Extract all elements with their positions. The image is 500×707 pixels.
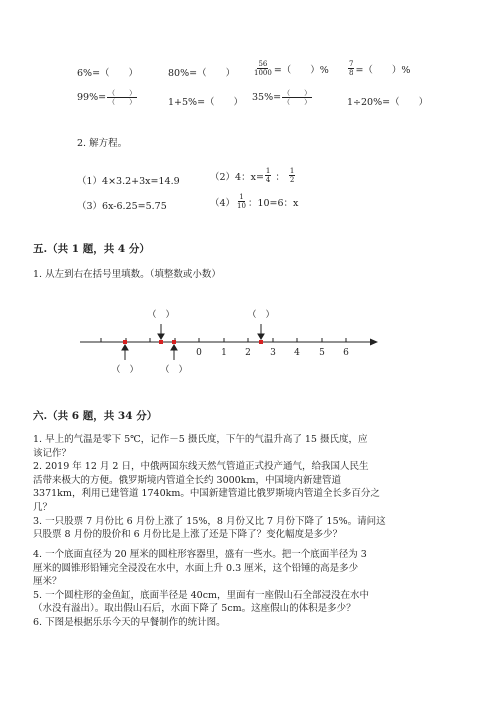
- fraction-56-1000: $\frac{56}{1000}$: [254, 60, 272, 77]
- section-6-questions-4-6: [33, 548, 425, 630]
- tick-label-0: 0: [196, 348, 202, 358]
- text-line: 2. 2019 年 12 月 2 日，中俄两国东线天然气管道正式投产通气，给我国人民生: [33, 461, 369, 473]
- item-1-plus-5-percent: 1+5%=（ ）: [168, 97, 244, 108]
- up-arrow-1-head: [122, 345, 128, 350]
- answer-paren-top-2: （ ）: [247, 310, 275, 320]
- equation-2: （2）4：x= $\frac{1}{4}$ ： $\frac{1}{2}$: [210, 167, 295, 184]
- text-line: 3371km，利用已建管道 1740km。中国新建管道比俄罗斯境内管道全长多百分之: [33, 488, 380, 500]
- fraction-1-10: $\frac{1}{10}$: [237, 193, 246, 210]
- section-6-title: 六.（共 6 题，共 34 分）: [33, 410, 158, 422]
- tick-label-6: 6: [343, 348, 349, 358]
- item-35-percent: 35%= $\frac{( )}{( )}$: [252, 89, 312, 106]
- number-line: [70, 300, 390, 380]
- equation-3: （3）6x-6.25=5.75: [77, 201, 167, 212]
- fraction-7-8: $\frac{7}{8}$: [349, 60, 354, 77]
- blank-fraction: $\frac{( )}{( )}$: [283, 89, 312, 106]
- up-arrow-2-head: [171, 345, 177, 350]
- item-80-percent: 80%=（ ）: [168, 68, 236, 79]
- item-fraction-7-8: $\frac{7}{8}$ =（ ）%: [349, 60, 411, 77]
- question-2-title: 2. 解方程。: [77, 138, 128, 149]
- text-line: 4. 一个底面直径为 20 厘米的圆柱形容器里，盛有一些水。把一个底面半径为 3: [33, 549, 367, 560]
- text-line: 该记作？: [33, 447, 72, 459]
- item-6-percent: 6%=（ ）: [77, 68, 139, 79]
- red-point-2: [159, 340, 163, 344]
- text-line: 几？: [33, 501, 53, 513]
- down-arrow-2-head: [258, 334, 264, 339]
- text-line: 厘米？: [33, 576, 62, 588]
- section-6-questions-1-3: [33, 433, 425, 542]
- tick-label-1: 1: [221, 348, 227, 358]
- item-fraction-56-1000: $\frac{56}{1000}$ =（ ）%: [254, 60, 329, 77]
- fraction-1-4: $\frac{1}{4}$: [265, 167, 271, 184]
- fraction-1-2: $\frac{1}{2}$: [289, 167, 295, 184]
- text-line: 1. 早上的气温是零下 5℃，记作－5 摄氏度，下午的气温升高了 15 摄氏度，应: [33, 434, 368, 445]
- red-point-3: [172, 340, 176, 344]
- equation-4: （4） $\frac{1}{10}$ ：10=6：x: [210, 193, 299, 210]
- tick-label-3: 3: [270, 348, 276, 358]
- red-point-1: [123, 340, 127, 344]
- text-line: 5. 一个圆柱形的金鱼缸，底面半径是 40cm，里面有一座假山石全部浸没在水中: [33, 589, 370, 601]
- answer-paren-bottom-2: （ ）: [160, 365, 188, 375]
- down-arrow-1-head: [158, 334, 164, 339]
- answer-paren-bottom-1: （ ）: [111, 365, 139, 375]
- text-line: 只股票 8 月份的股价和 6 月份比是上涨了还是下降了？变化幅度是多少？: [33, 529, 343, 541]
- tick-label-2: 2: [245, 348, 251, 358]
- text-line: 6. 下图是根据乐乐今天的早餐制作的统计图。: [33, 616, 226, 628]
- item-1-div-20-percent: 1÷20%=（ ）: [347, 97, 429, 108]
- number-line-ticks: [101, 338, 346, 342]
- tick-label-5: 5: [319, 348, 325, 358]
- text-line: 3. 一只股票 7 月份比 6 月份上涨了 15%，8 月份又比 7 月份下降了 15%。请问这: [33, 515, 386, 527]
- text-line: 活带来极大的方便。俄罗斯境内管道全长约 3000km，中国境内新建管道: [33, 474, 341, 486]
- number-line-arrowhead: [370, 339, 378, 346]
- equation-1: （1）4×3.2+3x=14.9: [77, 176, 180, 187]
- tick-label-4: 4: [294, 348, 300, 358]
- item-99-percent: 99%= $\frac{( )}{( )}$: [77, 89, 137, 106]
- blank-fraction: $\frac{( )}{( )}$: [108, 89, 137, 106]
- section-5-title: 五.（共 1 题，共 4 分）: [33, 243, 150, 255]
- text-line: （水没有溢出）。取出假山石后，水面下降了 5cm。这座假山的体积是多少？: [33, 603, 356, 615]
- text-line: 厘米的圆锥形铅锤完全浸没在水中，水面上升 0.3 厘米，这个铅锤的高是多少: [33, 562, 359, 574]
- answer-paren-top-1: （ ）: [147, 310, 175, 320]
- section-5-question-1: 1. 从左到右在括号里填数。（填整数或小数）: [33, 269, 221, 280]
- red-point-4: [259, 340, 263, 344]
